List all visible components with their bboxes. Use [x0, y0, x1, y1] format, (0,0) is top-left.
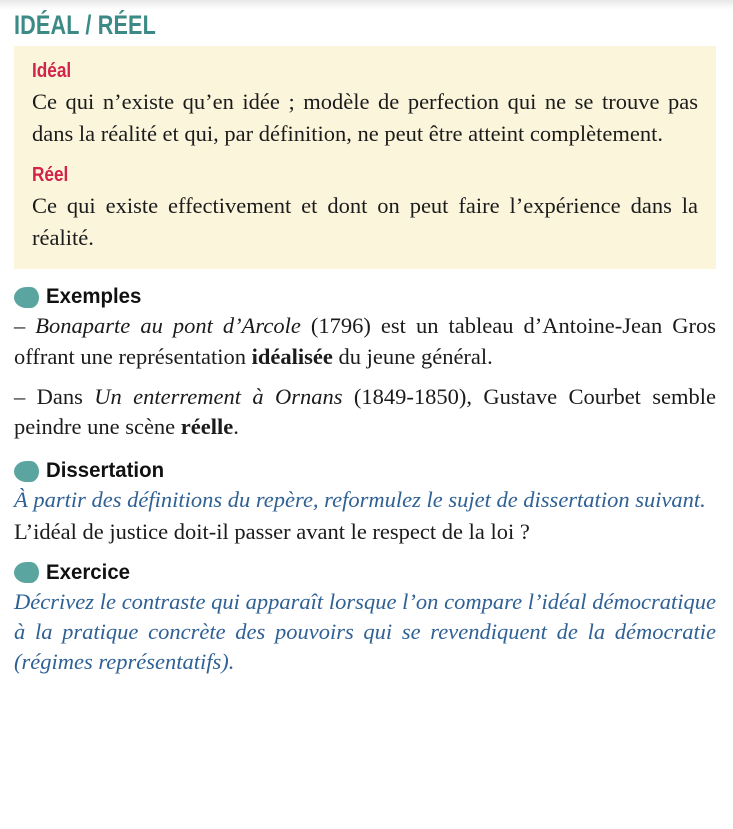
dissertation-instruction: À partir des définitions du repère, reformulez le sujet de dissertation suivant. — [14, 486, 706, 512]
definition-term-reel: Réel — [32, 164, 69, 187]
example-item-1 — [14, 311, 716, 373]
definition-text-ideal: Ce qui n’existe qu’en idée ; modèle de perfection qui ne se trouve pas dans la réalité et qui, par définition, ne peut être atteint complètement. — [32, 89, 698, 146]
rubric-heading-dissertation — [14, 459, 733, 483]
example-1-text-before: est un tableau d’Antoine-Jean Gros offrant une représentation — [14, 312, 716, 369]
example-1-text-after: du jeune général. — [338, 343, 493, 369]
definition-box — [14, 46, 716, 269]
leaf-bullet-icon — [14, 562, 39, 583]
rubric-heading-exercise — [14, 561, 733, 585]
example-1-date: (1796) — [310, 312, 371, 338]
rubric-label-dissertation: Dissertation — [46, 458, 165, 483]
example-2-text-before: Gustave Courbet semble peindre une scène — [14, 383, 717, 440]
example-2-text-after: . — [233, 414, 239, 440]
example-1-bold-word: idéalisée — [251, 343, 333, 369]
example-2-date: (1849-1850), — [353, 383, 472, 409]
example-item-2 — [14, 382, 716, 444]
page-title: IDÉAL / RÉEL — [14, 10, 156, 40]
example-2-bold-word: réelle — [180, 414, 234, 440]
example-2-work-title: Un enterrement à Ornans — [94, 383, 343, 409]
rubric-heading-examples — [14, 285, 733, 309]
dissertation-subject: L’idéal de justice doit-il passer avant le respect de la loi ? — [14, 518, 530, 544]
example-2-lead: Dans — [36, 383, 83, 409]
leaf-bullet-icon — [14, 461, 39, 482]
example-1-dash: – — [14, 312, 26, 338]
definition-term-ideal: Idéal — [32, 60, 72, 83]
definition-text-reel: Ce qui existe effectivement et dont on peut faire l’expérience dans la réalité. — [32, 193, 698, 250]
exercise-instruction: Décrivez le contraste qui apparaît lorsque l’on compare l’idéal démocratique à la pratique concrète des pouvoirs qui se revendiquent de la démocratie (régimes représentatifs). — [14, 588, 716, 674]
example-1-work-title: Bonaparte au pont d’Arcole — [35, 312, 301, 338]
leaf-bullet-icon — [14, 287, 39, 308]
example-2-dash: – — [14, 383, 26, 409]
rubric-label-exercise: Exercice — [46, 560, 131, 585]
rubric-label-examples: Exemples — [46, 284, 142, 309]
